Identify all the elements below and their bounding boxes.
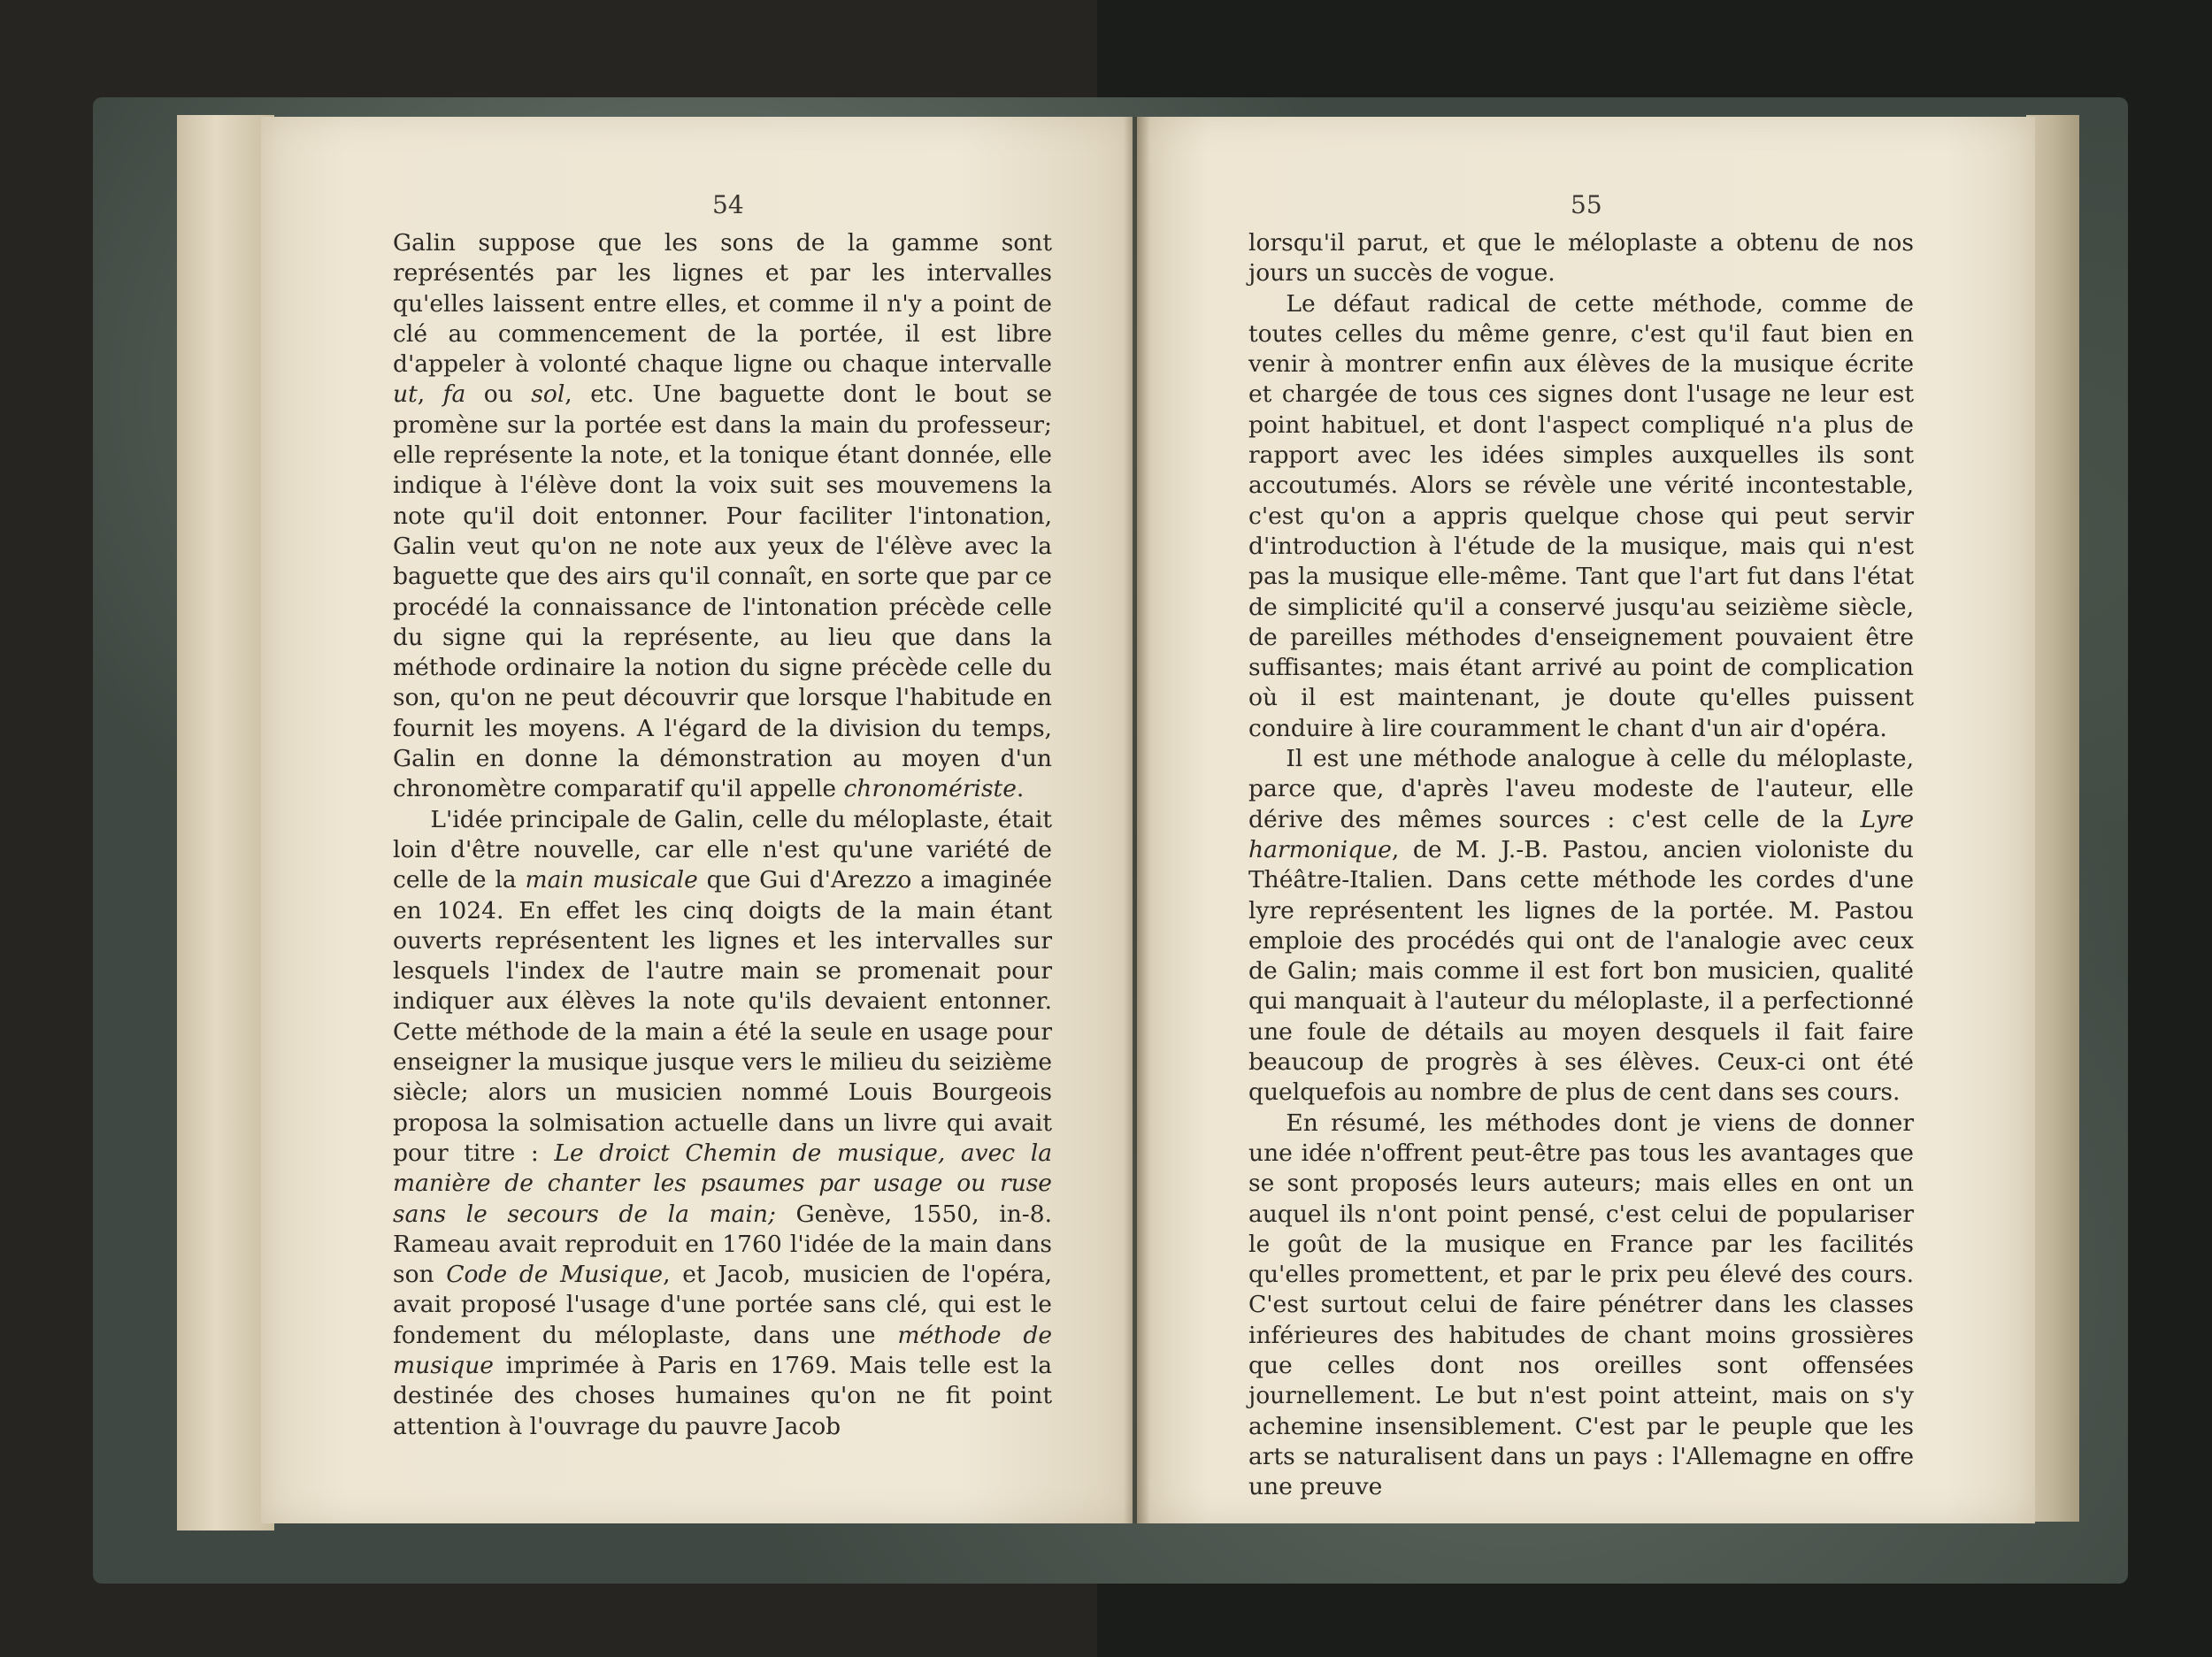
right-page-text [1248,228,1914,1502]
paragraph: L'idée principale de Galin, celle du méloplaste, était loin d'être nouvelle, car elle n'est qu'une variété de celle de la main musicale que Gui d'Arezzo a imaginée en 1024. En effet les cinq doigts de la main étant ouverts représentent les lignes et les intervalles sur lesquels l'index de l'autre main se promenait pour indiquer aux élèves la note qu'ils devaient entonner. Cette méthode de la main a été la seule en usage pour enseigner la musique jusque vers le milieu du seizième siècle; alors un musicien nommé Louis Bourgeois proposa la solmisation actuelle dans un livre qui avait pour titre : Le droict Chemin de musique, avec la manière de chanter les psaumes par usage ou ruse sans le secours de la main; Genève, 1550, in-8. Rameau avait reproduit en 1760 l'idée de la main dans son Code de Musique, et Jacob, musicien de l'opéra, avait proposé l'usage d'une portée sans clé, qui est le fondement du méloplaste, dans une méthode de musique imprimée à Paris en 1769. Mais telle est la destinée des choses humaines qu'on ne fit point attention à l'ouvrage du pauvre Jacob [393,805,1052,1440]
book-gutter [1124,117,1150,1523]
left-page-text [393,228,1052,1442]
paragraph: En résumé, les méthodes dont je viens de donner une idée n'offrent peut-être pas tous les avantages que se sont proposés leurs auteurs; mais elles en ont un auquel ils n'ont point pensé, c'est celui de populariser le goût de la musique en France par les facilités qu'elles promettent, et par le prix peu élevé des cours. C'est surtout celui de faire pénétrer dans les classes inférieures des habitudes de chant moins grossières que celles dont nos oreilles sont offensées journellement. Le but n'est point atteint, mais on s'y achemine insensiblement. C'est par le peuple que les arts se naturalisent dans un pays : l'Allemagne en offre une preuve [1248,1109,1914,1501]
paragraph: Il est une méthode analogue à celle du méloplaste, parce que, d'après l'aveu modeste de l'auteur, elle dérive des mêmes sources : c'est celle de la Lyre harmonique, de M. J.-B. Pastou, ancien violoniste du Théâtre-Italien. Dans cette méthode les cordes d'une lyre représentent les lignes de la portée. M. Pastou emploie des procédés qui ont de l'analogie avec ceux de Galin; mais comme il est fort bon musicien, qualité qui manquait à l'auteur du méloplaste, il a perfectionné une foule de détails au moyen desquels il fait faire beaucoup de progrès à ses élèves. Ceux-ci ont été quelquefois au nombre de plus de cent dans ses cours. [1248,745,1914,1107]
page-edges-left [177,115,274,1530]
paragraph: lorsqu'il parut, et que le méloplaste a obtenu de nos jours un succès de vogue. [1248,229,1914,288]
page-number-left: 54 [712,190,744,219]
paragraph: Galin suppose que les sons de la gamme sont représentés par les lignes et par les intervalles qu'elles laissent entre elles, et comme il n'y a point de clé au commencement de la portée, il est libre d'appeler à volonté chaque ligne ou chaque intervalle ut, fa ou sol, etc. Une baguette dont le bout se promène sur la portée est dans la main du professeur; elle représente la note, et la tonique étant donnée, elle indique à l'élève dont la voix suit ses mouvemens la note qu'il doit entonner. Pour faciliter l'intonation, Galin veut qu'on ne note aux yeux de l'élève avec la baguette que des airs qu'il connaît, en sorte que par ce procédé la connaissance de l'intonation précède celle du signe qui la représente, au lieu que dans la méthode ordinaire la notion du signe précède celle du son, qu'on ne peut découvrir que lorsque l'habitude en fournit les moyens. A l'égard de la division du temps, Galin en donne la démonstration au moyen d'un chronomètre comparatif qu'il appelle chronoméristе. [393,229,1053,803]
paragraph: Le défaut radical de cette méthode, comme de toutes celles du même genre, c'est qu'il faut bien en venir à montrer enfin aux élèves de la musique écrite et chargée de tous ces signes dont l'usage ne leur est point habituel, et dont l'aspect compliqué n'a plus de rapport avec les idées simples auxquelles ils sont accoutumés. Alors se révèle une vérité incontestable, c'est qu'on a appris quelque chose qui peut servir d'introduction à l'étude de la musique, mais qui n'est pas la musique elle-même. Tant que l'art fut dans l'état de simplicité qu'il a conservé jusqu'au seizième siècle, de pareilles méthodes d'enseignement pouvaient être suffisantes; mais étant arrivé au point de complication où il est maintenant, je doute qu'elles puissent conduire à lire couramment le chant d'un air d'opéra. [1248,289,1914,742]
page-number-right: 55 [1571,190,1602,219]
